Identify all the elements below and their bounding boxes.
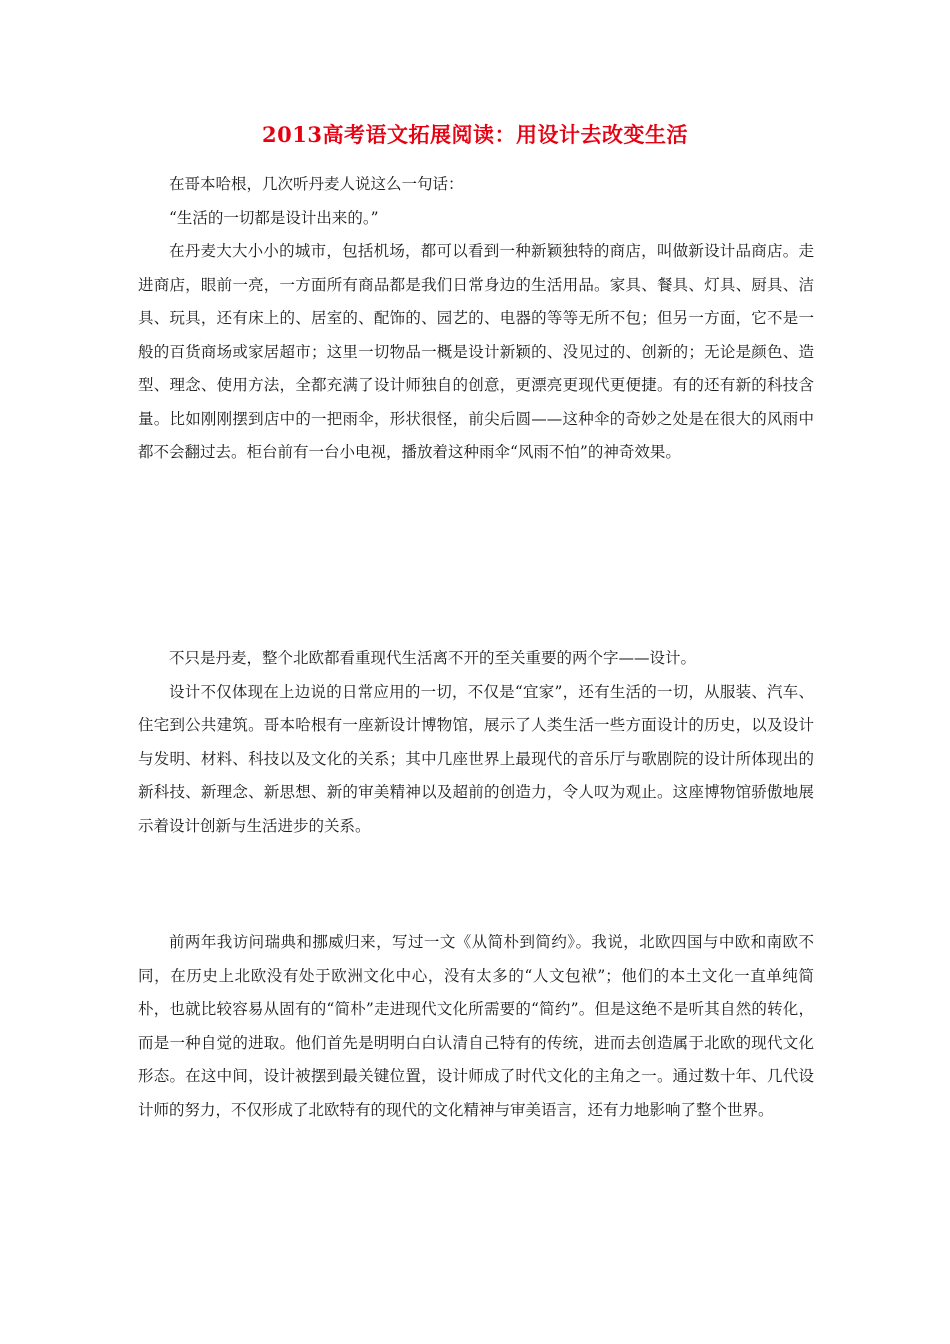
paragraph-simplicity: 前两年我访问瑞典和挪威归来，写过一文《从简朴到简约》。我说，北欧四国与中欧和南欧不同，在历史上北欧没有处于欧洲文化中心，没有太多的“人文包袱”；他们的本土文化一直单纯简朴，也就比较容易从固有的“简朴”走进现代文化所需要的“简约”。但是这绝不是听其自然的转化，而是一种自觉的进取。他们首先是明明白白认清自己特有的传统，进而去创造属于北欧的现代文化形态。在这中间，设计被摆到最关键位置，设计师成了时代文化的主角之一。通过数十年、几代设计师的努力，不仅形成了北欧特有的现代的文化精神与审美语言，还有力地影响了整个世界。: [138, 933, 814, 1119]
paragraph-nordic-design: 不只是丹麦，整个北欧都看重现代生活离不开的至关重要的两个字——设计。: [169, 649, 697, 667]
paragraph-intro: 在哥本哈根，几次听丹麦人说这么一句话：: [169, 175, 464, 193]
paragraph-design-museum: 设计不仅体现在上边说的日常应用的一切，不仅是“宜家”，还有生活的一切，从服装、汽车、住宅到公共建筑。哥本哈根有一座新设计博物馆，展示了人类生活一些方面设计的历史，以及设计与发明、材料、科技以及文化的关系；其中几座世界上最现代的音乐厅与歌剧院的设计所体现出的新科技、新理念、新思想、新的审美精神以及超前的创造力，令人叹为观止。这座博物馆骄傲地展示着设计创新与生活进步的关系。: [138, 682, 814, 835]
section-1: [138, 168, 814, 470]
paragraph-quote: “生活的一切都是设计出来的。”: [169, 208, 379, 227]
paragraph-design-store: 在丹麦大大小小的城市，包括机场，都可以看到一种新颖独特的商店，叫做新设计品商店。走进商店，眼前一亮，一方面所有商品都是我们日常身边的生活用品。家具、餐具、灯具、厨具、洁具、玩具，还有床上的、居室的、配饰的、园艺的、电器的等等无所不包；但另一方面，它不是一般的百货商场或家居超市；这里一切物品一概是设计新颖的、没见过的、创新的；无论是颜色、造型、理念、使用方法，全都充满了设计师独自的创意，更漂亮更现代更便捷。有的还有新的科技含量。比如刚刚摆到店中的一把雨伞，形状很怪，前尖后圆——这种伞的奇妙之处是在很大的风雨中都不会翻过去。柜台前有一台小电视，播放着这种雨伞“风雨不怕”的神奇效果。: [138, 242, 814, 461]
document-title: 2013高考语文拓展阅读：用设计去改变生活: [262, 122, 688, 147]
section-3: [138, 926, 814, 1127]
section-2: [138, 642, 814, 843]
